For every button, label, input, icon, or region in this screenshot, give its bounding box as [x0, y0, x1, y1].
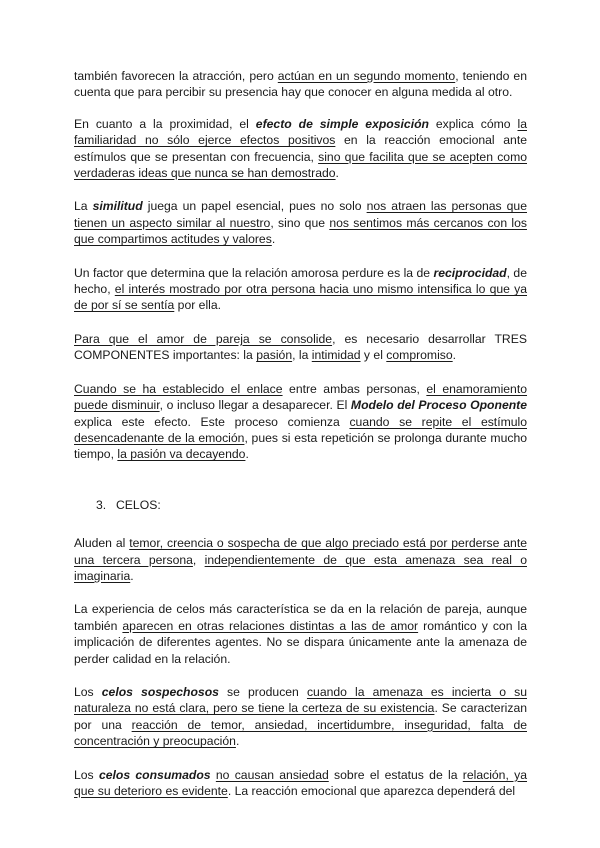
paragraph-consummated-jealousy — [74, 767, 527, 800]
text-run: . — [130, 568, 134, 583]
section-heading-celos — [96, 497, 527, 513]
paragraph-similarity — [74, 198, 527, 247]
text-run: . — [452, 348, 457, 363]
underlined-text: aparecen en otras relaciones distintas a las de amor — [122, 618, 419, 633]
text-run: , teniendo en cuenta que para percibir su presencia hay que conocer en alguna medida al otro. — [74, 69, 527, 100]
text-run: , sino que — [270, 215, 330, 230]
key-term: celos consumados — [98, 767, 211, 782]
text-run: . — [271, 232, 276, 247]
document-page — [74, 68, 527, 816]
underlined-text: no causan ansiedad — [215, 767, 329, 782]
key-term: efecto de simple exposición — [255, 116, 429, 131]
underlined-text: compromiso — [386, 348, 453, 363]
text-run: también favorecen la atracción, pero — [74, 69, 278, 83]
text-run: sobre el estatus de la — [328, 767, 463, 782]
paragraph-love-components — [74, 331, 527, 364]
underlined-text: intimidad — [311, 348, 361, 363]
text-run: se producen — [218, 684, 307, 699]
text-run: , o incluso llegar a desaparecer. El — [159, 398, 351, 413]
underlined-text: la familiaridad no sólo ejerce efectos positivos — [74, 116, 527, 148]
paragraph-reciprocity — [74, 265, 527, 314]
underlined-text: la pasión va decayendo — [117, 447, 246, 462]
underlined-text: independientemente de que esta amenaza sea real o imaginaria — [74, 552, 527, 583]
underlined-text: sino que facilita que se acepten como verdaderas ideas que nunca se han demostrado — [74, 149, 527, 181]
key-term: similitud — [92, 199, 143, 214]
underlined-text: cuando se repite el estímulo desencadenante de la emoción — [74, 414, 527, 445]
text-run: , pues si esta repetición se prolonga durante mucho tiempo, — [74, 430, 527, 462]
text-run: explica este efecto. Este proceso comienza — [74, 414, 350, 429]
underlined-text: el interés mostrado por otra persona hacia uno mismo intensifica lo que ya de por sí se sentía — [74, 282, 527, 313]
text-run: . — [335, 166, 339, 181]
text-run: , es necesario desarrollar TRES COMPONENTES importantes: la — [74, 331, 527, 363]
text-run: , la — [292, 348, 312, 363]
text-run: en la reacción emocional ante estímulos que se presentan con frecuencia, — [74, 133, 527, 164]
underlined-text: temor, creencia o sospecha de que algo preciado está por perderse ante una tercera persona — [74, 536, 527, 567]
text-run: explica cómo — [428, 116, 518, 131]
text-run: . La reacción emocional que aparezca dependerá del — [227, 784, 516, 798]
text-run: La — [74, 199, 93, 214]
underlined-text: nos sentimos más cercanos con los que compartimos actitudes y valores — [74, 215, 527, 247]
text-run: . — [245, 447, 249, 462]
underlined-text: pasión — [256, 348, 293, 363]
underlined-text: reacción de temor, ansiedad, incertidumbre, inseguridad, falta de concentración y preocupación — [74, 717, 527, 749]
text-run: Aluden al — [74, 536, 130, 551]
paragraph-proximity — [74, 116, 527, 182]
paragraph-opponent-process — [74, 381, 527, 463]
underlined-text: relación, ya que su deterioro es evidente — [74, 767, 528, 798]
text-run: juega un papel esencial, pues no solo — [142, 199, 367, 214]
text-run: La experiencia de celos más característica se da en la relación de pareja, aunque también — [74, 602, 527, 633]
text-run: . — [235, 734, 240, 749]
underlined-text: actúan en un segundo momento — [277, 69, 456, 83]
text-run: , de hecho, — [74, 265, 527, 297]
text-run: por ella. — [174, 298, 222, 313]
underlined-text: cuando la amenaza es incierta o su naturaleza no está clara, pero se tiene la certeza de su existencia — [74, 684, 527, 716]
text-run: y el — [360, 348, 387, 363]
text-run: Un factor que determina que la relación amorosa perdure es la de — [74, 265, 434, 280]
text-run: Los — [74, 684, 102, 699]
text-run: Los — [74, 767, 99, 782]
paragraph-attraction-intro — [74, 68, 527, 101]
key-term: reciprocidad — [433, 265, 507, 280]
key-term: celos sospechosos — [101, 684, 219, 699]
underlined-text: el enamoramiento puede disminuir — [74, 381, 528, 413]
underlined-text: Cuando se ha establecido el enlace — [74, 381, 283, 396]
section-title: CELOS: — [116, 497, 161, 512]
text-run: entre ambas personas, — [282, 381, 427, 396]
paragraph-jealousy-experience — [74, 601, 527, 667]
section-number: 3. — [96, 497, 107, 512]
underlined-text: Para que el amor de pareja se consolide — [74, 331, 333, 346]
paragraph-suspicious-jealousy — [74, 684, 527, 750]
text-run: , — [192, 552, 205, 567]
underlined-text: nos atraen las personas que tienen un aspecto similar al nuestro — [74, 199, 527, 230]
text-run: romántico y con la implicación de diferentes agentes. No se dispara únicamente ante la amenaza de perder calidad en la relación. — [74, 618, 527, 666]
key-term: Modelo del Proceso Oponente — [350, 398, 527, 413]
paragraph-jealousy-definition — [74, 535, 527, 584]
text-run: . Se caracterizan por una — [74, 701, 527, 732]
text-run: En cuanto a la proximidad, el — [74, 116, 256, 131]
